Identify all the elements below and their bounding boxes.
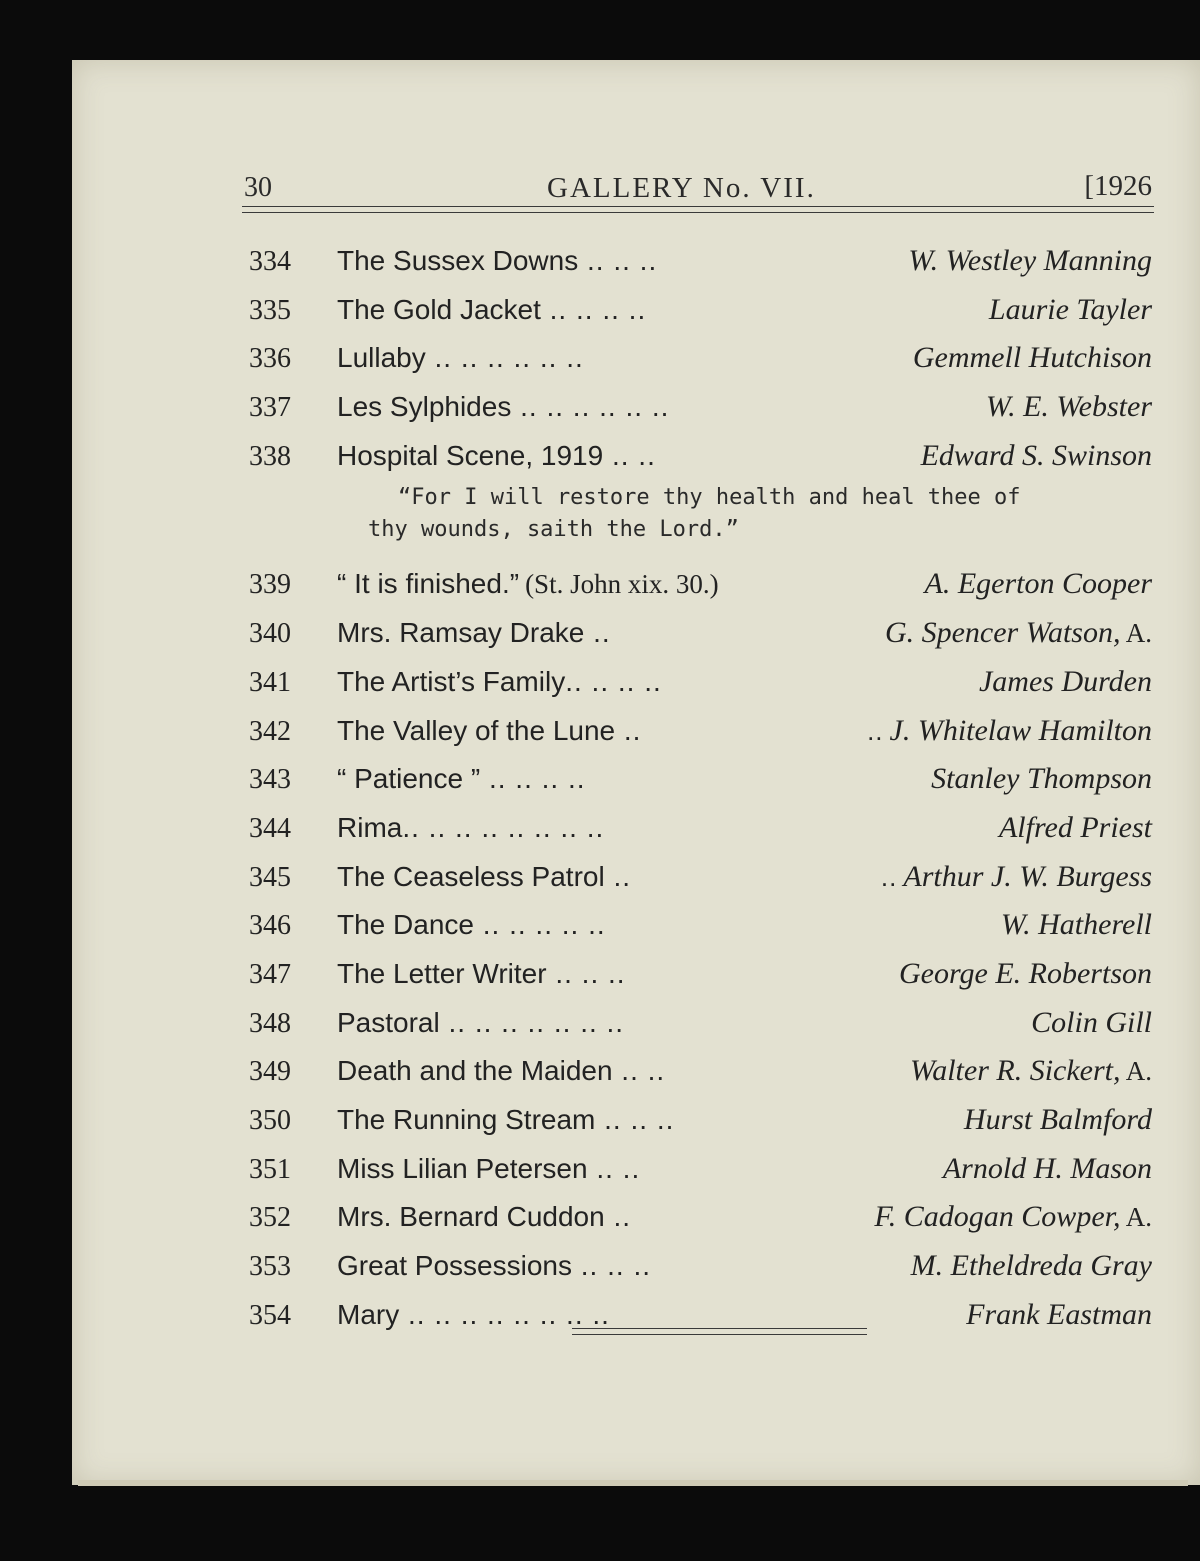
entry-title: Miss Lilian Petersen .. .. [337, 1152, 641, 1184]
entry-artist: W. E. Webster [985, 390, 1152, 424]
entry-artist: Arnold H. Mason [942, 1151, 1152, 1185]
dot-leader: .. [584, 617, 611, 649]
catalogue-entry [72, 386, 1200, 435]
entry-number: 353 [249, 1251, 291, 1283]
entry-artist: Walter R. Sickert, A. [909, 1054, 1152, 1088]
entry-artist: F. Cadogan Cowper, A. [874, 1200, 1152, 1234]
entry-title: Lullaby .. .. .. .. .. .. [337, 342, 584, 374]
entry-title: The Letter Writer .. .. .. [337, 957, 626, 989]
entry-artist: Stanley Thompson [931, 762, 1152, 796]
entry-artist: .. J. Whitelaw Hamilton [867, 713, 1152, 747]
entry-number: 343 [249, 764, 291, 796]
catalogue-entry [72, 1099, 1200, 1148]
entry-title: The Sussex Downs .. .. .. [337, 245, 658, 276]
entry-artist: Colin Gill [1031, 1005, 1152, 1039]
entry-number: 337 [249, 392, 291, 424]
catalogue-entry [72, 240, 1200, 289]
book-page [72, 60, 1200, 1485]
dot-leader: .. .. .. .. [565, 665, 662, 697]
entry-artist: Alfred Priest [998, 810, 1152, 844]
entry-number: 350 [249, 1105, 291, 1136]
scripture-quote [72, 483, 1200, 563]
entry-number: 345 [249, 861, 291, 893]
catalogue-entry [72, 758, 1200, 807]
entry-title: Great Possessions .. .. .. [337, 1250, 652, 1282]
entry-title: Pastoral .. .. .. .. .. .. .. [337, 1006, 625, 1038]
catalogue-entry [72, 661, 1200, 710]
catalogue-entry [72, 612, 1200, 661]
catalogue-entry [72, 435, 1200, 484]
header-rule [242, 206, 1154, 213]
entry-artist: Frank Eastman [966, 1297, 1152, 1331]
dot-leader: .. [604, 860, 632, 892]
entry-number: 340 [249, 618, 291, 650]
year-label: [1926 [1084, 170, 1152, 202]
dot-leader: .. .. .. [572, 1250, 652, 1282]
catalogue-entry [72, 1002, 1200, 1051]
page-header [72, 168, 1200, 208]
entry-artist: M. Etheldreda Gray [910, 1249, 1152, 1283]
entry-number: 352 [249, 1202, 291, 1234]
entry-artist: A. Egerton Cooper [924, 567, 1152, 601]
entry-title: Hospital Scene, 1919 .. .. [337, 439, 656, 471]
dot-leader: .. [604, 1201, 632, 1233]
dot-leader: .. .. .. .. .. .. .. [439, 1006, 625, 1038]
dot-leader: .. .. .. .. .. .. [511, 391, 670, 423]
entry-title: Mrs. Ramsay Drake .. [337, 617, 611, 649]
catalogue-entry [72, 1196, 1200, 1245]
entry-title: The Running Stream .. .. .. [337, 1104, 675, 1135]
catalogue-list [72, 240, 1200, 1342]
catalogue-entry [72, 904, 1200, 953]
entry-title: The Valley of the Lune .. [337, 714, 642, 746]
entry-number: 344 [249, 812, 291, 844]
end-rule [572, 1328, 867, 1335]
dot-leader: .. .. .. .. .. [473, 909, 606, 941]
entry-number: 347 [249, 958, 291, 990]
catalogue-entry [72, 807, 1200, 856]
entry-number: 335 [249, 294, 291, 326]
page-number: 30 [244, 172, 272, 203]
catalogue-entry [72, 953, 1200, 1002]
entry-number: 351 [249, 1153, 291, 1185]
entry-artist: Hurst Balmford [963, 1103, 1152, 1136]
catalogue-entry [72, 1148, 1200, 1197]
entry-number: 336 [249, 343, 291, 375]
entry-title: Mrs. Bernard Cuddon .. [337, 1201, 632, 1233]
entry-number: 349 [249, 1056, 291, 1088]
dot-leader: .. [615, 714, 642, 746]
dot-leader: .. .. [603, 439, 656, 471]
dot-leader: .. .. .. .. .. .. .. .. [399, 1298, 610, 1330]
entry-number: 339 [249, 569, 291, 601]
dot-leader: .. .. .. .. .. .. .. .. [402, 811, 605, 843]
entry-title: “ Patience ” .. .. .. .. [337, 763, 586, 795]
entry-artist: W. Westley Manning [908, 244, 1152, 277]
dot-leader: .. .. .. .. [480, 763, 586, 795]
entry-artist: Gemmell Hutchison [912, 341, 1152, 375]
entry-artist: W. Hatherell [1000, 908, 1152, 942]
entry-number: 342 [249, 715, 291, 747]
entry-number: 354 [249, 1299, 291, 1331]
entry-artist: G. Spencer Watson, A. [884, 616, 1152, 650]
catalogue-entry [72, 337, 1200, 386]
dot-leader: .. .. [587, 1152, 641, 1184]
dot-leader: .. .. .. [595, 1104, 675, 1135]
dot-leader: .. .. .. [546, 957, 626, 989]
entry-artist: Laurie Tayler [988, 292, 1152, 326]
quote-line-2: thy wounds, saith the Lord.” [368, 517, 739, 543]
entry-title: Death and the Maiden .. .. [337, 1055, 666, 1087]
entry-number: 334 [249, 246, 291, 277]
catalogue-entry [72, 1050, 1200, 1099]
entry-number: 346 [249, 910, 291, 942]
entry-title: The Ceaseless Patrol .. [337, 860, 632, 892]
entry-artist: George E. Robertson [898, 956, 1152, 990]
entry-title: “ It is finished.” (St. John xix. 30.) [337, 568, 719, 600]
dot-leader: .. .. .. .. .. .. [425, 342, 584, 374]
entry-artist: Edward S. Swinson [920, 438, 1152, 472]
dot-leader: .. .. [612, 1055, 666, 1087]
entry-artist: .. Arthur J. W. Burgess [880, 859, 1152, 893]
catalogue-entry [72, 1245, 1200, 1294]
scripture-reference: (St. John xix. 30.) [525, 569, 719, 600]
catalogue-entry [72, 710, 1200, 759]
entry-title: Les Sylphides .. .. .. .. .. .. [337, 391, 670, 423]
gallery-title: GALLERY No. VII. [547, 172, 816, 204]
entry-title: The Dance .. .. .. .. .. [337, 909, 606, 941]
entry-title: Rima.. .. .. .. .. .. .. .. [337, 811, 605, 843]
entry-title: Mary .. .. .. .. .. .. .. .. [337, 1298, 610, 1330]
catalogue-entry [72, 856, 1200, 905]
entry-title: The Artist’s Family.. .. .. .. [337, 665, 662, 697]
entry-number: 341 [249, 666, 291, 698]
entry-number: 338 [249, 440, 291, 472]
entry-title: The Gold Jacket .. .. .. .. [337, 293, 647, 325]
dot-leader: .. .. .. [578, 245, 658, 276]
page-edge [78, 1480, 1188, 1486]
dot-leader: .. .. .. .. [540, 293, 647, 325]
entry-number: 348 [249, 1007, 291, 1039]
catalogue-entry [72, 1294, 1200, 1343]
catalogue-entry [72, 289, 1200, 338]
entry-artist: James Durden [978, 664, 1152, 698]
quote-line-1: “For I will restore thy health and heal thee of [398, 485, 1021, 511]
catalogue-entry [72, 563, 1200, 612]
